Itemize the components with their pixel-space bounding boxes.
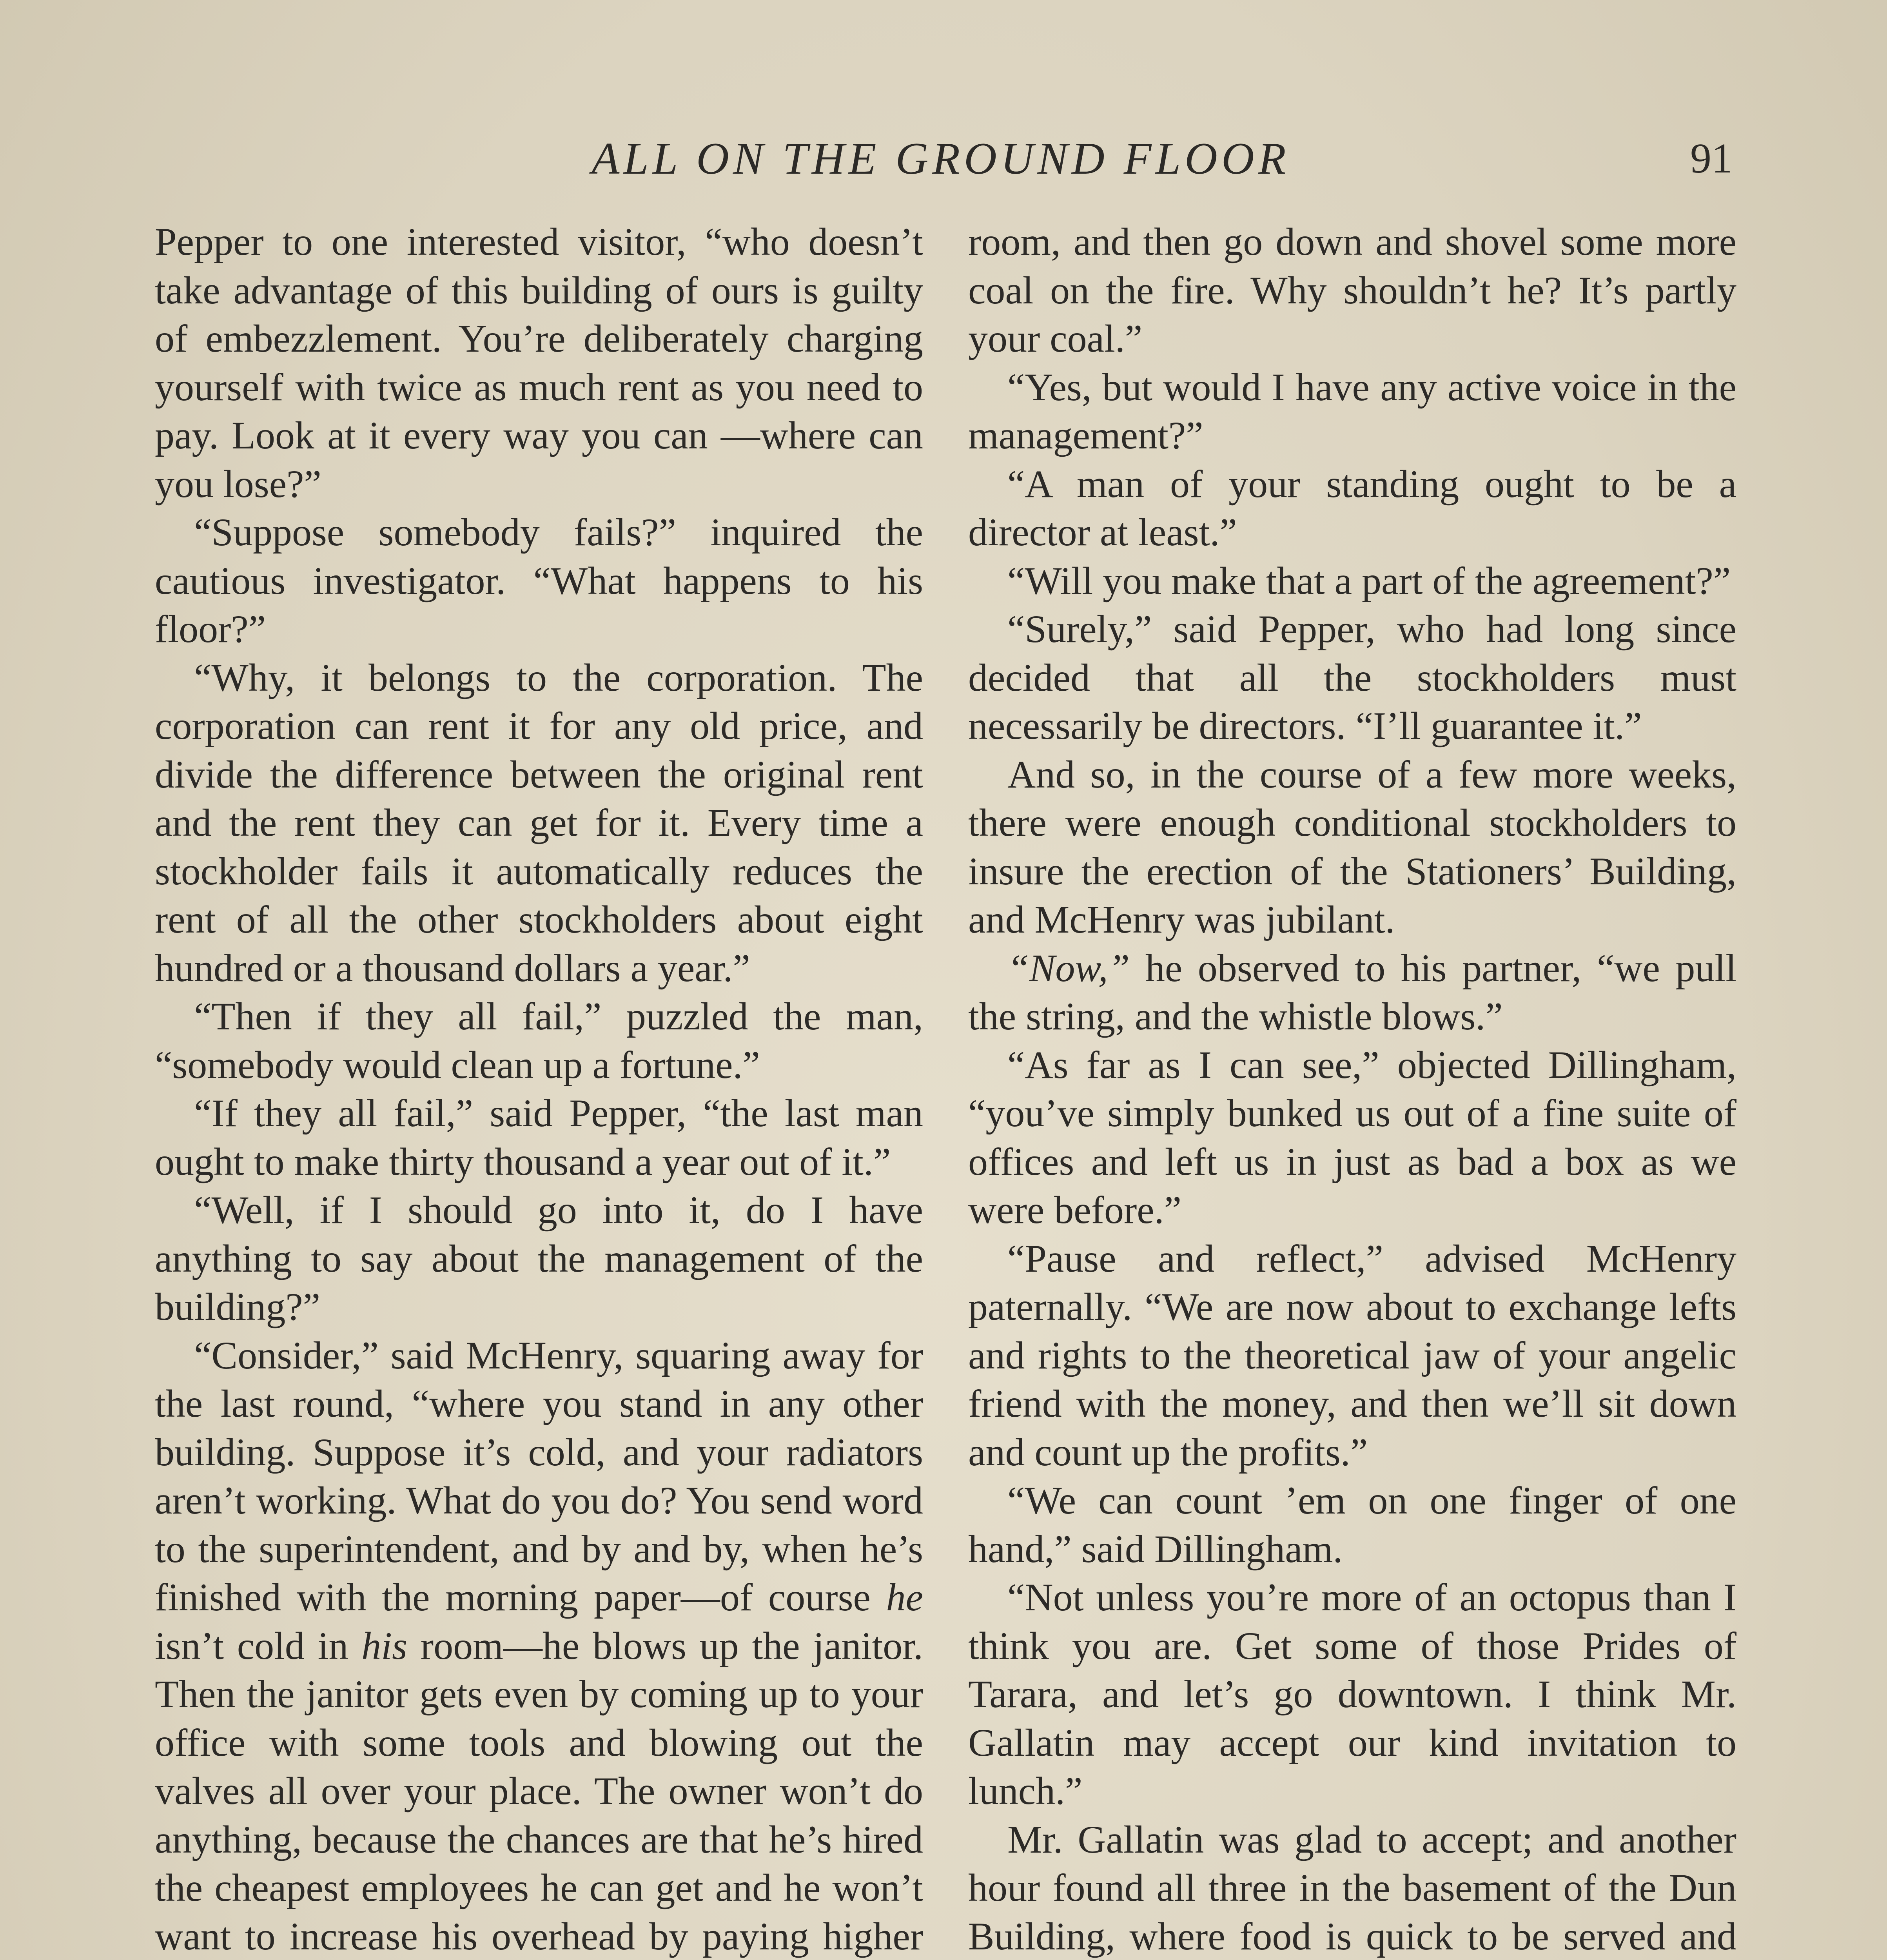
text-run: “Then if they all fail,” puzzled the man, “somebody would clean up a fortune.” [155,995,923,1087]
italic-text: “Now,” [1007,946,1130,990]
text-run: “Suppose somebody fails?” inquired the cautious investigator. “What happens to his floor?” [155,510,923,651]
text-run: “A man of your standing ought to be a director at least.” [968,462,1736,554]
paragraph [968,557,1736,605]
text-run: “If they all fail,” said Pepper, “the last man ought to make thirty thousand a year out of it.” [155,1091,923,1183]
text-run: “Pause and reflect,” advised McHenry paternally. “We are now about to exchange lefts and rights to the theoretical jaw of your angelic friend with the money, and then we’ll sit down and count up the profits.” [968,1236,1736,1474]
text-run: isn’t cold in [155,1624,362,1668]
text-run: “Will you make that a part of the agreement?” [1007,559,1731,603]
text-run: “Well, if I should go into it, do I have anything to say about the management of the building?” [155,1188,923,1328]
paragraph [155,508,923,653]
text-run: Pepper to one interested visitor, “who doesn’t take advantage of this building of ours is guilty of embezzlement. You’re deliberately charging yourself with twice as much rent as you need to pay. Look at it every way you can —where can you lose?” [155,220,923,506]
paragraph [155,1331,923,1960]
paragraph [155,218,923,508]
italic-text: his [361,1624,407,1668]
paragraph [155,653,923,993]
paragraph [968,1234,1736,1477]
text-run: he observed to his partner, “we pull the string, and the whistle blows.” [968,946,1736,1038]
text-run: “Surely,” said Pepper, who had long since decided that all the stockholders must necessarily be directors. “I’ll guarantee it.” [968,607,1736,748]
paragraph [968,218,1736,363]
left-text-column [155,218,923,1960]
paragraph [968,944,1736,1041]
paragraph [968,363,1736,460]
page-number: 91 [1690,135,1733,182]
paragraph [155,1089,923,1186]
text-run: “As far as I can see,” objected Dillingham, “you’ve simply bunked us out of a fine suite of offices and left us in just as bad a box as we were before.” [968,1043,1736,1232]
text-run: “Consider,” said McHenry, squaring away for the last round, “where you stand in any other building. Suppose it’s cold, and your radiators aren’t working. What do you do? You send word to the superintendent, and by and by, when he’s finished with the morning paper—of course [155,1333,923,1619]
paragraph [968,1573,1736,1815]
text-run: Mr. Gallatin was glad to accept; and another hour found all three in the basement of the Dun Building, where food is quick to be served and [968,1817,1736,1958]
text-run: “Why, it belongs to the corporation. The corporation can rent it for any old price, and divide the difference between the original rent and the rent they can get for it. Every time a stockholder fails it automatically reduces the rent of all the other stockholders about eight hundred or a thousand dollars a year.” [155,655,923,990]
text-run: And so, in the course of a few more weeks, there were enough conditional stockholders to insure the erection of the Stationers’ Building, and McHenry was jubilant. [968,752,1736,941]
italic-text: he [886,1575,923,1619]
right-text-column [968,218,1736,1960]
running-head [149,129,1733,188]
text-run: “Yes, but would I have any active voice in the management?” [968,365,1736,457]
paragraph [968,1476,1736,1573]
text-run: room, and then go down and shovel some more coal on the fire. Why shouldn’t he? It’s partly your coal.” [968,220,1736,360]
paragraph [155,1186,923,1331]
running-title: ALL ON THE GROUND FLOOR [592,134,1290,184]
paragraph [968,1041,1736,1234]
paragraph [968,605,1736,750]
paragraph [968,460,1736,557]
paragraph [968,1815,1736,1960]
text-run: “Not unless you’re more of an octopus than I think you are. Get some of those Prides of Tarara, and let’s go downtown. I think Mr. Gallatin may accept our kind invitation to lunch.” [968,1575,1736,1813]
text-run: room—he blows up the janitor. Then the janitor gets even by coming up to your office with some tools and blowing out the valves all over your place. The owner won’t do anything, because the chances are that he’s hired the cheapest employees he can get and he won’t want to increase his overhead by paying higher [155,1624,923,1958]
paragraph [968,750,1736,944]
paragraph [155,992,923,1089]
text-run: “We can count ’em on one finger of one hand,” said Dillingham. [968,1479,1736,1571]
